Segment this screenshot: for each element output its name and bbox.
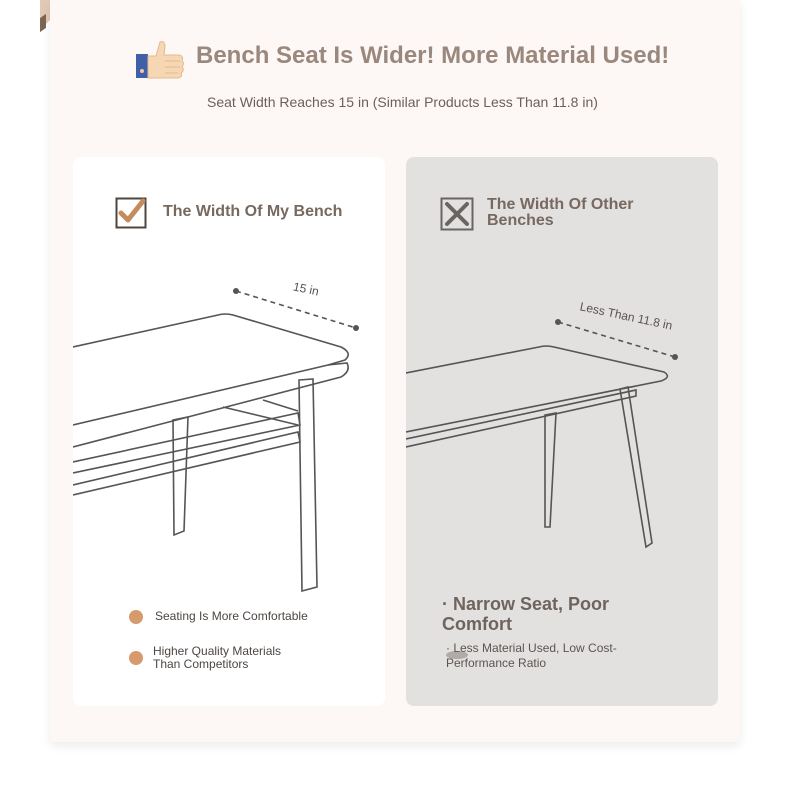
bullet-dot xyxy=(129,610,143,624)
my-bench-dimension: 15 in xyxy=(291,279,321,299)
thumbs-up-icon xyxy=(134,40,186,82)
bullet-text: Higher Quality Materials Than Competitors xyxy=(153,644,282,671)
my-bench-title: The Width Of My Bench xyxy=(163,203,343,220)
my-bench-panel xyxy=(73,157,385,706)
bullet-comfort xyxy=(129,609,308,624)
bullet-materials xyxy=(129,645,293,671)
bullet-text: Seating Is More Comfortable xyxy=(155,609,308,623)
low-material-text: · Less Material Used, Low Cost-Performance Ratio xyxy=(446,641,617,670)
page-headline: Bench Seat Is Wider! More Material Used! xyxy=(196,42,670,69)
page-subheadline: Seat Width Reaches 15 in (Similar Products Less Than 11.8 in) xyxy=(207,94,598,110)
bullet-dot xyxy=(129,651,143,665)
other-bench-title: The Width Of Other Benches xyxy=(487,196,634,229)
other-bench-dimension: Less Than 11.8 in xyxy=(578,299,674,333)
narrow-seat-headline: · Narrow Seat, Poor Comfort xyxy=(442,594,610,634)
other-bench-panel xyxy=(406,157,718,706)
